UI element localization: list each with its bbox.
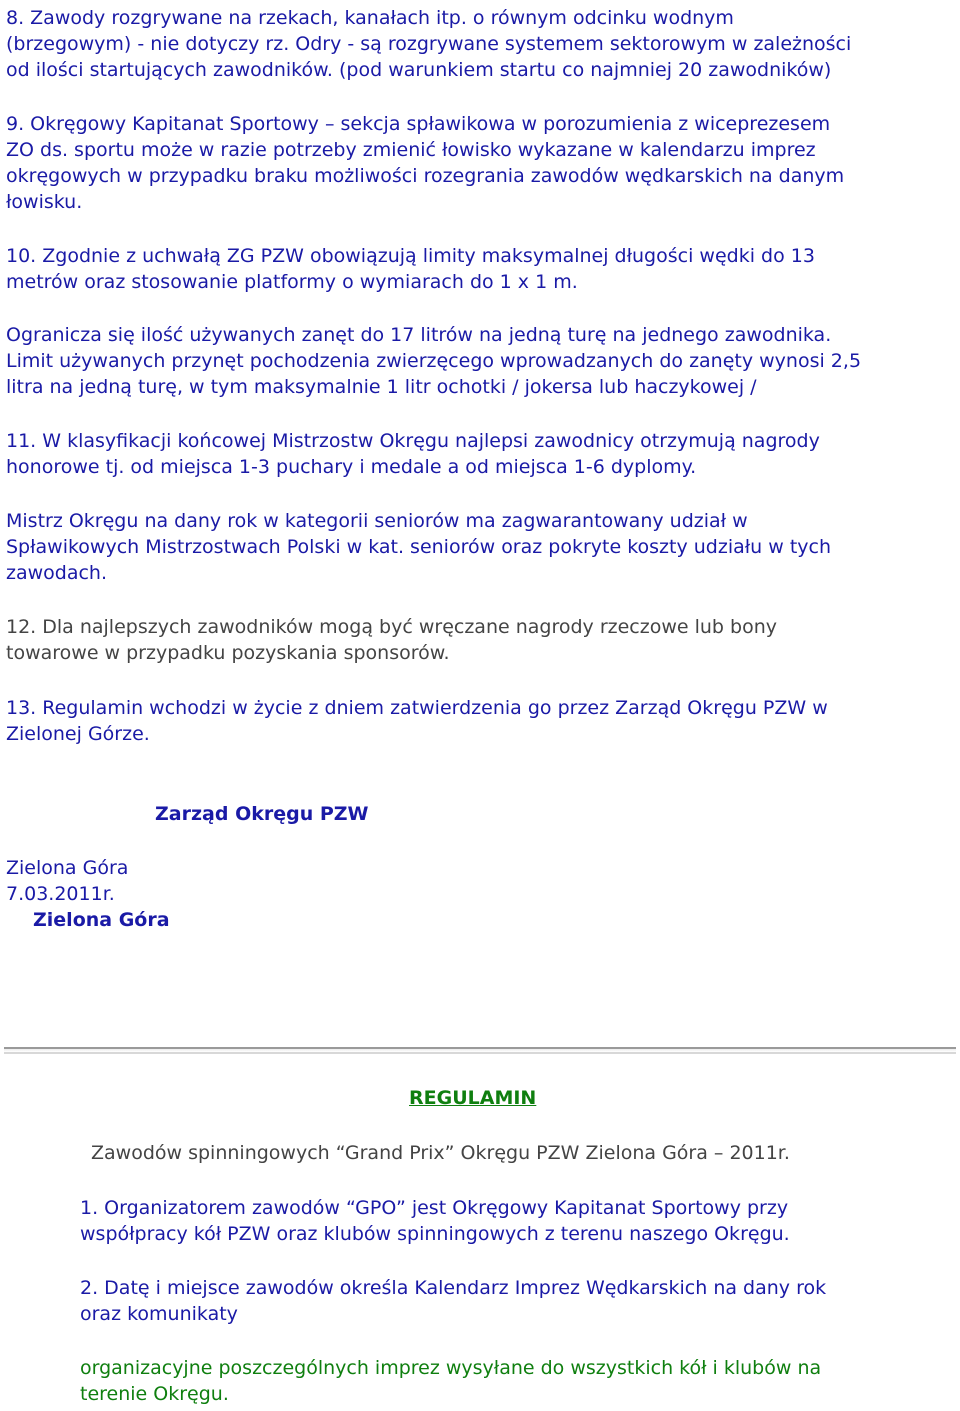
paragraph-10b-line-3: litra na jedną turę, w tym maksymalnie 1 litr ochotki / jokersa lub haczykowej / [6, 376, 757, 398]
board-signature: Zarząd Okręgu PZW [155, 803, 369, 825]
paragraph-12-line-1: 12. Dla najlepszych zawodników mogą być wręczane nagrody rzeczowe lub bony [6, 616, 778, 638]
section-divider [4, 1047, 956, 1054]
paragraph-8-line-3: od ilości startujących zawodników. (pod warunkiem startu co najmniej 20 zawodników) [6, 59, 832, 81]
paragraph-13-line-2: Zielonej Górze. [6, 723, 150, 745]
signature-city: Zielona Góra [6, 857, 129, 879]
paragraph-13-line-1: 13. Regulamin wchodzi w życie z dniem zatwierdzenia go przez Zarząd Okręgu PZW w [6, 697, 828, 719]
paragraph-10-bait-limits [6, 322, 861, 400]
paragraph-9-line-4: łowisku. [6, 191, 83, 213]
paragraph-8 [6, 5, 851, 83]
paragraph-11-line-2: honorowe tj. od miejsca 1-3 puchary i medale a od miejsca 1-6 dyplomy. [6, 456, 697, 478]
regulamin-title: REGULAMIN [409, 1087, 537, 1109]
paragraph-13 [6, 695, 828, 747]
paragraph-9 [6, 111, 844, 215]
paragraph-10b-line-1: Ogranicza się ilość używanych zanęt do 17 litrów na jedną turę na jednego zawodnika. [6, 324, 832, 346]
paragraph-11-champion [6, 508, 831, 586]
regulamin-subtitle: Zawodów spinningowych “Grand Prix” Okręgu PZW Zielona Góra – 2011r. [91, 1142, 790, 1164]
paragraph-8-line-2: (brzegowym) - nie dotyczy rz. Odry - są rozgrywane systemem sektorowym w zależności [6, 33, 852, 55]
regulamin-point-1 [80, 1195, 790, 1247]
signature-date: 7.03.2011r. [6, 883, 115, 905]
paragraph-9-line-2: ZO ds. sportu może w razie potrzeby zmienić łowisko wykazane w kalendarzu imprez [6, 139, 816, 161]
regulamin-point-1-line-2: współpracy kół PZW oraz klubów spinningowych z terenu naszego Okręgu. [80, 1223, 790, 1245]
regulamin-point-2-line-1: 2. Datę i miejsce zawodów określa Kalendarz Imprez Wędkarskich na dany rok [80, 1277, 827, 1299]
paragraph-11 [6, 428, 820, 480]
signature-city-bold: Zielona Góra [33, 909, 170, 931]
regulamin-point-1-line-1: 1. Organizatorem zawodów “GPO” jest Okręgowy Kapitanat Sportowy przy [80, 1197, 789, 1219]
paragraph-8-line-1: 8. Zawody rozgrywane na rzekach, kanałach itp. o równym odcinku wodnym [6, 7, 734, 29]
paragraph-11b-line-1: Mistrz Okręgu na dany rok w kategorii seniorów ma zagwarantowany udział w [6, 510, 748, 532]
regulamin-point-2 [80, 1275, 826, 1327]
paragraph-10-line-1: 10. Zgodnie z uchwałą ZG PZW obowiązują limity maksymalnej długości wędki do 13 [6, 245, 815, 267]
regulamin-point-2-continuation [80, 1355, 821, 1407]
regulamin-point-2-line-2: oraz komunikaty [80, 1303, 238, 1325]
paragraph-12 [6, 614, 777, 666]
regulamin-point-3-line-2: terenie Okręgu. [80, 1383, 229, 1405]
paragraph-11b-line-2: Spławikowych Mistrzostwach Polski w kat. seniorów oraz pokryte koszty udziału w tych [6, 536, 831, 558]
paragraph-10 [6, 243, 815, 295]
paragraph-10b-line-2: Limit używanych przynęt pochodzenia zwierzęcego wprowadzanych do zanęty wynosi 2,5 [6, 350, 862, 372]
paragraph-10-line-2: metrów oraz stosowanie platformy o wymiarach do 1 x 1 m. [6, 271, 578, 293]
paragraph-9-line-1: 9. Okręgowy Kapitanat Sportowy – sekcja spławikowa w porozumienia z wiceprezesem [6, 113, 831, 135]
paragraph-11b-line-3: zawodach. [6, 562, 108, 584]
regulamin-point-3-line-1: organizacyjne poszczególnych imprez wysyłane do wszystkich kół i klubów na [80, 1357, 822, 1379]
paragraph-11-line-1: 11. W klasyfikacji końcowej Mistrzostw Okręgu najlepsi zawodnicy otrzymują nagrody [6, 430, 820, 452]
paragraph-12-line-2: towarowe w przypadku pozyskania sponsorów. [6, 642, 450, 664]
paragraph-9-line-3: okręgowych w przypadku braku możliwości rozegrania zawodów wędkarskich na danym [6, 165, 845, 187]
